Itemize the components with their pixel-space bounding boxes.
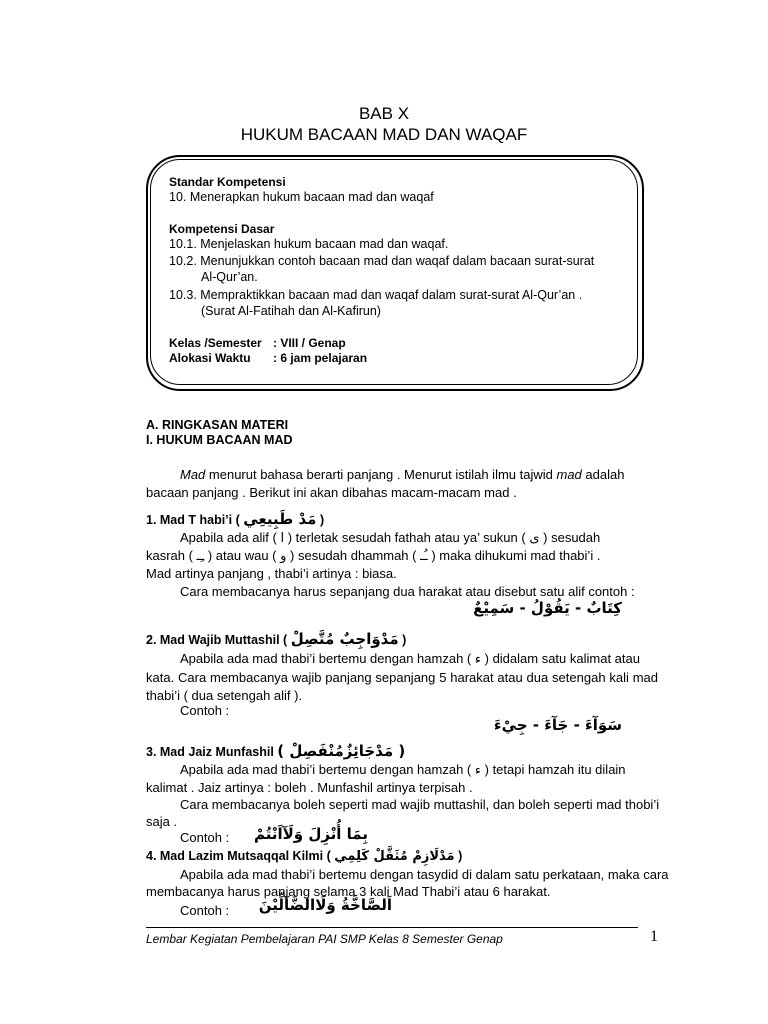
kelas-value: : VIII / Genap xyxy=(273,336,346,350)
kd-item-1: 10.1. Menjelaskan hukum bacaan mad dan waqaf. xyxy=(169,237,449,251)
item-1-text-d: kasrah ( xyxy=(146,548,193,563)
item-1-line-4: Cara membacanya harus sepanjang dua harakat atau disebut satu alif contoh : xyxy=(180,584,635,599)
item-2-example: سَوَآءَ - جَآءَ - جِيْءَ xyxy=(493,716,622,734)
intro-mad-term: Mad xyxy=(180,467,206,482)
item-1-text-g: ) maka dihukumi mad thabi’i . xyxy=(431,548,601,563)
alif-glyph: ا xyxy=(280,531,285,546)
intro-line-2: bacaan panjang . Berikut ini akan dibahas macam-macam mad . xyxy=(146,485,517,500)
item-1-text-e: ) atau wau ( xyxy=(207,548,277,563)
sk-heading: Standar Kompetensi xyxy=(169,175,286,189)
item-1-line-1 xyxy=(180,530,600,546)
item-3-contoh: Contoh : xyxy=(180,830,230,845)
item-2-contoh: Contoh : xyxy=(180,703,230,718)
kelas-label: Kelas /Semester xyxy=(169,336,262,350)
section-i-heading: I. HUKUM BACAAN MAD xyxy=(146,433,293,447)
item-3-arabic: ( مَدْجَائِزٌمُنْفَصِلْ ) xyxy=(277,742,406,760)
item-2-close: ) xyxy=(402,633,407,647)
item-1-label: 1. Mad T habi’i ( xyxy=(146,513,240,527)
waktu-label: Alokasi Waktu xyxy=(169,351,251,365)
item-1-example: كِتَابٌ - يَقُوْلُ - سَمِيْعٌ xyxy=(473,599,622,617)
item-4-contoh: Contoh : xyxy=(180,903,230,918)
item-4-arabic: مَدْلَازِمْ مُثَقَّلْ كَلِمِي xyxy=(334,849,455,864)
item-3-title xyxy=(146,742,405,760)
intro-text-2: adalah xyxy=(581,467,625,482)
item-2-label: 2. Mad Wajib Muttashil ( xyxy=(146,633,288,647)
waktu-value: : 6 jam pelajaran xyxy=(273,351,368,365)
kasrah-glyph: ـِـ xyxy=(196,549,205,564)
chapter-title: HUKUM BACAAN MAD DAN WAQAF xyxy=(240,125,528,144)
item-2-line-1 xyxy=(180,651,640,667)
item-2-text-a: Apabila ada mad thabi’i bertemu dengan hamzah ( xyxy=(180,651,472,666)
item-3-text-b: ) tetapi hamzah itu dilain xyxy=(484,762,626,777)
item-4-label: 4. Mad Lazim Mutsaqqal Kilmi ( xyxy=(146,849,331,863)
item-4-line-2: membacanya harus panjang selama 3 kali Mad Thabi’i atau 6 harakat. xyxy=(146,884,551,899)
kd-item-2-cont: Al-Qur’an. xyxy=(201,270,258,284)
item-3-line-4: saja . xyxy=(146,814,178,829)
section-a-heading: A. RINGKASAN MATERI xyxy=(146,418,289,432)
item-1-line-3: Mad artinya panjang , thabi’i artinya : biasa. xyxy=(146,566,397,581)
item-1-text-f: ) sesudah dhammah ( xyxy=(290,548,417,563)
hamzah-glyph-2: ء xyxy=(474,763,481,778)
intro-text-1: menurut bahasa berarti panjang . Menurut istilah ilmu tajwid xyxy=(205,467,557,482)
item-3-label: 3. Mad Jaiz Munfashil xyxy=(146,745,274,759)
kd-item-3: 10.3. Mempraktikkan bacaan mad dan waqaf dalam surat-surat Al-Qur’an . xyxy=(169,288,583,302)
item-1-line-2 xyxy=(146,548,600,564)
footer-rule xyxy=(146,927,638,928)
item-1-title xyxy=(146,510,324,528)
page-number: 1 xyxy=(650,928,658,945)
kd-item-2: 10.2. Menunjukkan contoh bacaan mad dan waqaf dalam bacaan surat-surat xyxy=(169,254,595,268)
item-2-title xyxy=(146,630,406,648)
wau-glyph: و xyxy=(280,549,287,564)
item-2-arabic: مَدْوَاجِبٌ مُتَّصِلْ xyxy=(290,630,399,648)
sk-item: 10. Menerapkan hukum bacaan mad dan waqaf xyxy=(169,190,434,204)
item-4-title xyxy=(146,849,462,864)
item-3-text-a: Apabila ada mad thabi’i bertemu dengan hamzah ( xyxy=(180,762,472,777)
item-2-text-b: ) didalam satu kalimat atau xyxy=(484,651,640,666)
item-1-text-a: Apabila ada alif ( xyxy=(180,530,277,545)
footer-text: Lembar Kegiatan Pembelajaran PAI SMP Kelas 8 Semester Genap xyxy=(146,932,503,946)
dhammah-glyph: ـُـ xyxy=(420,549,428,564)
item-1-arabic: مَدْ طَبِيعِي xyxy=(243,510,317,528)
item-4-close: ) xyxy=(458,849,463,863)
item-1-text-b: ) terletak sesudah fathah atau ya’ sukun ( xyxy=(287,530,526,545)
intro-line-1 xyxy=(180,467,658,482)
item-4-example: اَلصَّاخَّةُ وَلَاالضَّآلِّيْنَ xyxy=(258,896,392,914)
intro-mad-term-2: mad xyxy=(556,467,582,482)
kd-heading: Kompetensi Dasar xyxy=(169,222,275,236)
hamzah-glyph: ء xyxy=(474,652,481,667)
kd-item-3-cont: (Surat Al-Fatihah dan Al-Kafirun) xyxy=(201,304,381,318)
ya-glyph: ى xyxy=(529,531,540,546)
item-2-paragraph: kata. Cara membacanya wajib panjang sepanjang 5 harakat atau dua setengah kali mad thabi’i ( dua setengah alif ). xyxy=(146,670,658,703)
item-4-line-1: Apabila ada mad thabi’i bertemu dengan tasydid di dalam satu perkataan, maka cara xyxy=(180,867,669,882)
item-3-example: بِمَا أُنْزِلَ وَلَآاَنْتُمْ xyxy=(253,825,368,843)
chapter-number: BAB X xyxy=(358,104,410,123)
item-3-line-3: Cara membacanya boleh seperti mad wajib muttashil, dan boleh seperti mad thobi’i xyxy=(180,797,660,812)
item-1-close: ) xyxy=(319,513,325,527)
item-3-line-2: kalimat . Jaiz artinya : boleh . Munfashil artinya terpisah . xyxy=(146,780,473,795)
item-3-line-1 xyxy=(180,762,626,778)
item-1-text-c: ) sesudah xyxy=(543,530,601,545)
